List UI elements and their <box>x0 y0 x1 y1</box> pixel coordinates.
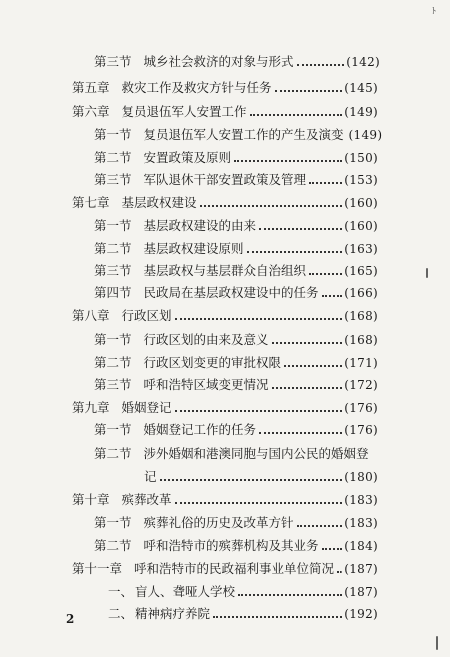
toc-entry-title: 行政区划变更的审批权限 <box>143 355 282 370</box>
toc-entry-section <box>94 148 378 166</box>
toc-entry-section <box>94 353 378 371</box>
toc-entry-section <box>94 52 380 70</box>
toc-entry-number: 第二节 <box>94 241 132 256</box>
toc-entry-title: 呼和浩特区域变更情况 <box>143 377 269 392</box>
toc-entry-number: 第一节 <box>94 218 132 233</box>
dot-leader <box>175 410 343 412</box>
toc-entry-section <box>94 283 378 301</box>
toc-entry-title: 城乡社会救济的对象与形式 <box>143 54 294 69</box>
toc-entry-number: 第二节 <box>94 446 132 461</box>
toc-entry-number: 第十一章 <box>72 561 123 576</box>
dot-leader <box>309 182 342 184</box>
toc-entry-chapter <box>72 306 378 324</box>
toc-entry-section <box>94 513 378 531</box>
toc-entry-chapter <box>72 490 378 508</box>
scan-mark <box>426 268 428 278</box>
toc-entry-page: (166) <box>344 286 378 300</box>
dot-leader <box>337 571 342 573</box>
toc-entry-title: 精神病疗养院 <box>135 606 211 621</box>
toc-entry-page: (149) <box>344 105 378 119</box>
toc-entry-page: (184) <box>344 539 378 553</box>
dot-leader <box>259 432 342 434</box>
toc-entry-number: 一、 <box>108 584 134 599</box>
dot-leader <box>175 318 343 320</box>
toc-entry-title: 呼和浩特市的民政福利事业单位简况 <box>134 561 335 576</box>
toc-entry-number: 二、 <box>108 606 134 621</box>
toc-entry-number: 第七章 <box>72 195 110 210</box>
toc-entry-title: 行政区划的由来及意义 <box>143 332 269 347</box>
toc-entry-number: 第四节 <box>94 285 132 300</box>
toc-entry-page: (168) <box>344 309 378 323</box>
toc-entry-page: (172) <box>344 378 378 392</box>
toc-entry-continuation <box>94 467 378 485</box>
toc-entry-title: 复员退伍军人安置工作的产生及演变 <box>143 127 344 142</box>
dot-leader <box>297 525 343 527</box>
corner-mark: ﾄ <box>431 7 436 17</box>
toc-entry-page: (163) <box>344 242 378 256</box>
toc-entry-section <box>94 420 378 438</box>
dot-leader <box>250 114 343 116</box>
toc-entry-section <box>94 216 378 234</box>
page-number: 2 <box>66 612 75 626</box>
dot-leader <box>160 479 343 481</box>
toc-entry-page: (176) <box>344 423 378 437</box>
dot-leader <box>234 160 342 162</box>
toc-entry-number: 第五章 <box>72 80 110 95</box>
toc-entry-title: 行政区划 <box>121 308 172 323</box>
toc-entry-title: 基层政权建设原则 <box>143 241 244 256</box>
scan-mark <box>436 636 438 650</box>
dot-leader <box>309 273 342 275</box>
dot-leader <box>272 387 343 389</box>
toc-entry-number: 第六章 <box>72 104 110 119</box>
toc-entry-number: 第三节 <box>94 172 132 187</box>
toc-entry-section <box>94 261 378 279</box>
toc-entry-number: 第九章 <box>72 400 110 415</box>
dot-leader <box>297 64 345 66</box>
toc-entry-title: 呼和浩特市的殡葬机构及其业务 <box>143 538 319 553</box>
toc-entry-chapter <box>72 559 378 577</box>
toc-entry-section <box>94 125 383 143</box>
toc-entry-section <box>94 239 378 257</box>
toc-entry-page: (149) <box>348 128 383 142</box>
toc-entry-page: (171) <box>344 356 378 370</box>
toc-entry-section <box>94 375 378 393</box>
toc-entry-title: 安置政策及原则 <box>143 150 232 165</box>
toc-entry-page: (150) <box>344 151 378 165</box>
toc-entry-item <box>108 582 378 600</box>
dot-leader <box>322 295 343 297</box>
toc-entry-number: 第十章 <box>72 492 110 507</box>
toc-entry-page: (183) <box>344 516 378 530</box>
toc-entry-chapter <box>72 193 378 211</box>
toc-entry-chapter <box>72 78 378 96</box>
toc-entry-page: (187) <box>344 562 378 576</box>
toc-entry-chapter <box>72 398 378 416</box>
toc-entry-number: 第二节 <box>94 150 132 165</box>
toc-entry-section <box>94 536 378 554</box>
toc-entry-number: 第二节 <box>94 355 132 370</box>
dot-leader <box>213 616 342 618</box>
toc-entry-number: 第二节 <box>94 538 132 553</box>
toc-entry-number: 第八章 <box>72 308 110 323</box>
toc-entry-page: (168) <box>344 333 378 347</box>
toc-entry-page: (187) <box>344 585 378 599</box>
toc-entry-section <box>94 170 378 188</box>
toc-entry-title: 盲人、聋哑人学校 <box>135 584 236 599</box>
toc-entry-title: 民政局在基层政权建设中的任务 <box>143 285 319 300</box>
dot-leader <box>272 342 343 344</box>
toc-entry-title: 婚姻登记工作的任务 <box>143 422 257 437</box>
toc-entry-title: 救灾工作及救灾方针与任务 <box>121 80 272 95</box>
toc-entry-page: (176) <box>344 401 378 415</box>
toc-entry-page: (153) <box>344 173 378 187</box>
toc-entry-number: 第三节 <box>94 377 132 392</box>
toc-entry-page: (192) <box>344 607 378 621</box>
toc-entry-title: 涉外婚姻和港澳同胞与国内公民的婚姻登 <box>143 446 369 461</box>
toc-entry-page: (145) <box>344 81 378 95</box>
toc-entry-page: (160) <box>344 219 378 233</box>
toc-entry-chapter <box>72 102 378 120</box>
toc-entry-item <box>108 604 378 622</box>
toc-entry-title: 婚姻登记 <box>121 400 172 415</box>
dot-leader <box>238 594 342 596</box>
toc-entry-title: 殡葬改革 <box>121 492 172 507</box>
toc-entry-number: 第三节 <box>94 54 132 69</box>
toc-entry-page: (183) <box>344 493 378 507</box>
toc-entry-section <box>94 444 384 462</box>
toc-entry-page: (180) <box>344 470 378 484</box>
toc-entry-title: 殡葬礼俗的历史及改革方针 <box>143 515 294 530</box>
toc-entry-page: (165) <box>344 264 378 278</box>
dot-leader <box>200 205 343 207</box>
dot-leader <box>259 228 342 230</box>
toc-entry-title: 基层政权建设 <box>121 195 197 210</box>
toc-entry-title: 基层政权与基层群众自治组织 <box>143 263 307 278</box>
toc-entry-number: 第一节 <box>94 332 132 347</box>
toc-entry-number: 第一节 <box>94 422 132 437</box>
toc-entry-title: 复员退伍军人安置工作 <box>121 104 247 119</box>
dot-leader <box>247 251 343 253</box>
toc-entry-title: 基层政权建设的由来 <box>143 218 257 233</box>
toc-entry-section <box>94 330 378 348</box>
toc-entry-title: 军队退休干部安置政策及管理 <box>143 172 307 187</box>
toc-entry-page: (160) <box>344 196 378 210</box>
toc-entry-page: (142) <box>346 55 380 69</box>
dot-leader <box>275 90 343 92</box>
toc-entry-number: 第一节 <box>94 515 132 530</box>
dot-leader <box>284 365 342 367</box>
dot-leader <box>175 502 343 504</box>
toc-entry-number: 第三节 <box>94 263 132 278</box>
toc-entry-title: 记 <box>144 469 157 484</box>
dot-leader <box>322 548 343 550</box>
toc-entry-number: 第一节 <box>94 127 132 142</box>
